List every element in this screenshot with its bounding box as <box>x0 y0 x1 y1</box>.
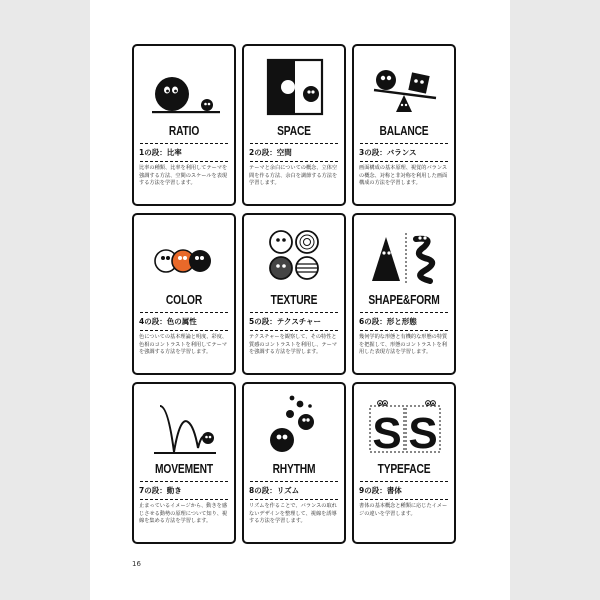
page-number: 16 <box>132 560 141 568</box>
card-movement <box>132 382 236 544</box>
ratio-icon <box>134 54 234 122</box>
movement-icon <box>134 392 234 460</box>
divider <box>140 499 228 500</box>
divider <box>250 143 338 144</box>
card-shape-form <box>352 213 456 375</box>
card-description: リズムを作ることで、バランスの取れないデザインを整理して、視線を誘導する方法を学習します。 <box>249 503 337 525</box>
card-subtitle: 5の段：テクスチャー <box>249 317 321 326</box>
card-title: RHYTHM <box>272 462 316 476</box>
card-subtitle: 3の段：バランス <box>359 148 417 157</box>
divider <box>250 499 338 500</box>
card-description: 書体の基本概念と種類に応じたイメージの違いを学習します。 <box>359 503 448 517</box>
card-description: 比率の種類、比率を利用してテーマを強調する方法、空間のスケールを表現する方法を学習します。 <box>139 165 228 187</box>
typeface-icon <box>354 392 454 460</box>
card-title: SHAPE&FORM <box>368 293 440 307</box>
card-description: 色についての基本理論と明度、彩度、色相のコントラストを利用してテーマを強調する方法を学習します。 <box>139 334 228 356</box>
card-title: BALANCE <box>379 124 429 138</box>
shape-form-icon <box>354 223 454 291</box>
divider <box>250 312 338 313</box>
card-description: 止まっているイメージから、動きを感じさせる動勢の原理について知り、視線を集める方法を学習します。 <box>139 503 228 525</box>
card-subtitle: 7の段：動き <box>139 486 182 495</box>
card-description: 幾何学的な形態と有機的な形態の特質を把握して、形態のコントラストを利用した表現方法を学習します。 <box>359 334 448 356</box>
card-description: テーマと余白についての概念、立体空間を作る方法、余白を調節する方法を学習します。 <box>249 165 338 187</box>
divider <box>250 330 338 331</box>
card-texture <box>242 213 346 375</box>
card-space <box>242 44 346 206</box>
divider <box>360 143 448 144</box>
card-subtitle: 4の段：色の属性 <box>139 317 197 326</box>
card-color <box>132 213 236 375</box>
svg-text:S: S <box>372 409 402 458</box>
divider <box>140 330 228 331</box>
divider <box>140 312 228 313</box>
card-title: COLOR <box>165 293 203 307</box>
card-balance <box>352 44 456 206</box>
texture-icon <box>244 223 344 291</box>
rhythm-icon <box>244 392 344 460</box>
divider <box>140 481 228 482</box>
card-description: 画面構成の基本原理、視覚的バランスの概念、対称と非対称を利用した画面構成の方法を学習します。 <box>359 165 448 187</box>
divider <box>360 330 448 331</box>
divider <box>140 143 228 144</box>
divider <box>360 161 448 162</box>
space-icon <box>244 54 344 122</box>
card-subtitle: 9の段：書体 <box>359 486 402 495</box>
card-title: RATIO <box>168 124 200 138</box>
card-description: テクスチャーを観察して、その特性と質感のコントラストを利用し、テーマを強調する方法を学習します。 <box>249 334 338 356</box>
card-title: TYPEFACE <box>377 462 431 476</box>
card-typeface <box>352 382 456 544</box>
svg-text:S: S <box>408 409 438 458</box>
divider <box>360 312 448 313</box>
color-icon <box>134 223 234 291</box>
balance-icon <box>354 54 454 122</box>
card-subtitle: 2の段：空間 <box>249 148 292 157</box>
document-page <box>90 0 510 600</box>
divider <box>250 481 338 482</box>
card-subtitle: 8の段：リズム <box>249 486 300 495</box>
divider <box>250 161 338 162</box>
divider <box>360 481 448 482</box>
card-rhythm <box>242 382 346 544</box>
card-ratio <box>132 44 236 206</box>
card-subtitle: 6の段：形と形態 <box>359 317 417 326</box>
card-subtitle: 1の段：比率 <box>139 148 182 157</box>
card-title: MOVEMENT <box>155 462 213 476</box>
card-title: TEXTURE <box>270 293 318 307</box>
card-title: SPACE <box>277 124 311 138</box>
divider <box>360 499 448 500</box>
divider <box>140 161 228 162</box>
